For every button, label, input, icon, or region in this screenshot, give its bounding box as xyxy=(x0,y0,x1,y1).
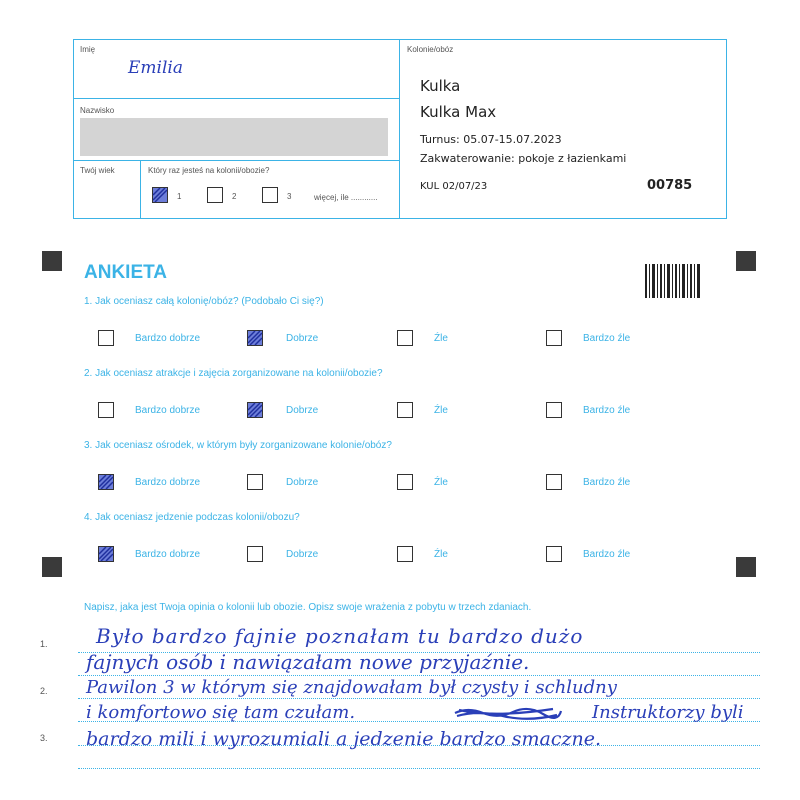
question-1-option-3-label: Źle xyxy=(434,333,448,344)
wiecej-label: więcej, ile ............ xyxy=(314,193,378,202)
question-3-option-2-checkbox[interactable] xyxy=(247,474,263,490)
checked-scribble-icon xyxy=(97,545,115,563)
opinion-prompt: Napisz, jaka jest Twoja opinia o kolonii lub obozie. Opisz swoje wrażenia z pobytu w trzech zdaniach. xyxy=(84,602,532,613)
opinion-handwriting-line-2[interactable]: fajnych osób i nawiązałam nowe przyjaźnie. xyxy=(86,650,530,674)
checked-scribble-icon xyxy=(246,329,264,347)
line-number-1: 1. xyxy=(40,639,48,649)
opinion-handwriting-line-6[interactable]: bardzo mili i wyrozumiali a jedzenie bardzo smaczne. xyxy=(86,728,602,750)
question-2-option-3-checkbox[interactable] xyxy=(397,402,413,418)
question-1-option-2-label: Dobrze xyxy=(286,333,319,344)
registration-marker-bottom-left xyxy=(42,557,62,577)
checked-scribble-icon xyxy=(97,473,115,491)
question-3-option-2-label: Dobrze xyxy=(286,477,319,488)
question-1-text: 1. Jak oceniasz całą kolonię/obóz? (Podobało Ci się?) xyxy=(84,296,324,307)
registration-marker-bottom-right xyxy=(736,557,756,577)
question-4-option-2-checkbox[interactable] xyxy=(247,546,263,562)
form-number: 00785 xyxy=(647,178,693,193)
question-4-option-3-checkbox[interactable] xyxy=(397,546,413,562)
question-4-option-3-label: Źle xyxy=(434,549,448,560)
visit-1-checkbox[interactable] xyxy=(152,187,168,203)
line-number-3: 3. xyxy=(40,733,48,743)
question-3-option-3-checkbox[interactable] xyxy=(397,474,413,490)
visit-2-checkbox[interactable] xyxy=(207,187,223,203)
question-1-option-1-checkbox[interactable] xyxy=(98,330,114,346)
visit-3-label: 3 xyxy=(287,192,292,201)
question-2-option-1-label: Bardzo dobrze xyxy=(135,405,201,416)
line-number-2: 2. xyxy=(40,686,48,696)
zakwaterowanie-text: Zakwaterowanie: pokoje z łazienkami xyxy=(420,152,627,165)
camp-name: Kulka xyxy=(420,77,461,95)
question-1-option-4-label: Bardzo źle xyxy=(583,333,631,344)
question-2-option-2-checkbox[interactable] xyxy=(247,402,263,418)
question-1-option-4-checkbox[interactable] xyxy=(546,330,562,346)
wiek-label: Twój wiek xyxy=(80,166,115,175)
imie-value[interactable]: Emilia xyxy=(128,58,183,78)
question-2-option-2-label: Dobrze xyxy=(286,405,319,416)
question-3-option-1-checkbox[interactable] xyxy=(98,474,114,490)
question-2-option-3-label: Źle xyxy=(434,405,448,416)
registration-marker-top-left xyxy=(42,251,62,271)
question-3-option-3-label: Źle xyxy=(434,477,448,488)
question-2-option-1-checkbox[interactable] xyxy=(98,402,114,418)
opinion-handwriting-line-5[interactable]: Instruktorzy byli xyxy=(592,702,744,723)
opinion-handwriting-line-4[interactable]: i komfortowo się tam czułam. xyxy=(86,702,356,723)
question-1-option-3-checkbox[interactable] xyxy=(397,330,413,346)
visit-1-label: 1 xyxy=(177,192,182,201)
camp-code: KUL 02/07/23 xyxy=(420,181,488,192)
question-3-text: 3. Jak oceniasz ośrodek, w którym były zorganizowane kolonie/obóz? xyxy=(84,440,392,451)
question-4-option-4-label: Bardzo źle xyxy=(583,549,631,560)
visit-3-checkbox[interactable] xyxy=(262,187,278,203)
crossed-out-scribble-icon xyxy=(453,704,563,722)
question-2-text: 2. Jak oceniasz atrakcje i zajęcia zorganizowane na kolonii/obozie? xyxy=(84,368,383,379)
ktory-raz-label: Który raz jesteś na kolonii/obozie? xyxy=(148,166,270,175)
survey-title: ANKIETA xyxy=(84,262,168,283)
imie-label: Imię xyxy=(80,45,96,54)
barcode-icon xyxy=(645,264,701,298)
camp-variant: Kulka Max xyxy=(420,103,497,121)
nazwisko-label: Nazwisko xyxy=(80,106,115,115)
question-1-option-2-checkbox[interactable] xyxy=(247,330,263,346)
question-3-option-4-checkbox[interactable] xyxy=(546,474,562,490)
checked-scribble-icon xyxy=(246,401,264,419)
nazwisko-redacted-field[interactable] xyxy=(80,118,388,156)
registration-marker-top-right xyxy=(736,251,756,271)
opinion-handwriting-line-1[interactable]: Było bardzo fajnie poznałam tu bardzo dużo xyxy=(96,624,584,648)
visit-2-label: 2 xyxy=(232,192,237,201)
question-1-option-1-label: Bardzo dobrze xyxy=(135,333,201,344)
checked-scribble-icon xyxy=(151,186,169,204)
question-4-option-4-checkbox[interactable] xyxy=(546,546,562,562)
header-divider xyxy=(399,39,400,218)
kolonie-label: Kolonie/obóz xyxy=(407,45,454,54)
question-2-option-4-checkbox[interactable] xyxy=(546,402,562,418)
question-2-option-4-label: Bardzo źle xyxy=(583,405,631,416)
turnus-text: Turnus: 05.07-15.07.2023 xyxy=(420,133,562,146)
opinion-handwriting-line-3[interactable]: Pawilon 3 w którym się znajdowałam był czysty i schludny xyxy=(86,677,617,698)
question-4-text: 4. Jak oceniasz jedzenie podczas kolonii/obozu? xyxy=(84,512,300,523)
question-4-option-1-label: Bardzo dobrze xyxy=(135,549,201,560)
question-4-option-2-label: Dobrze xyxy=(286,549,319,560)
question-3-option-1-label: Bardzo dobrze xyxy=(135,477,201,488)
question-3-option-4-label: Bardzo źle xyxy=(583,477,631,488)
question-4-option-1-checkbox[interactable] xyxy=(98,546,114,562)
